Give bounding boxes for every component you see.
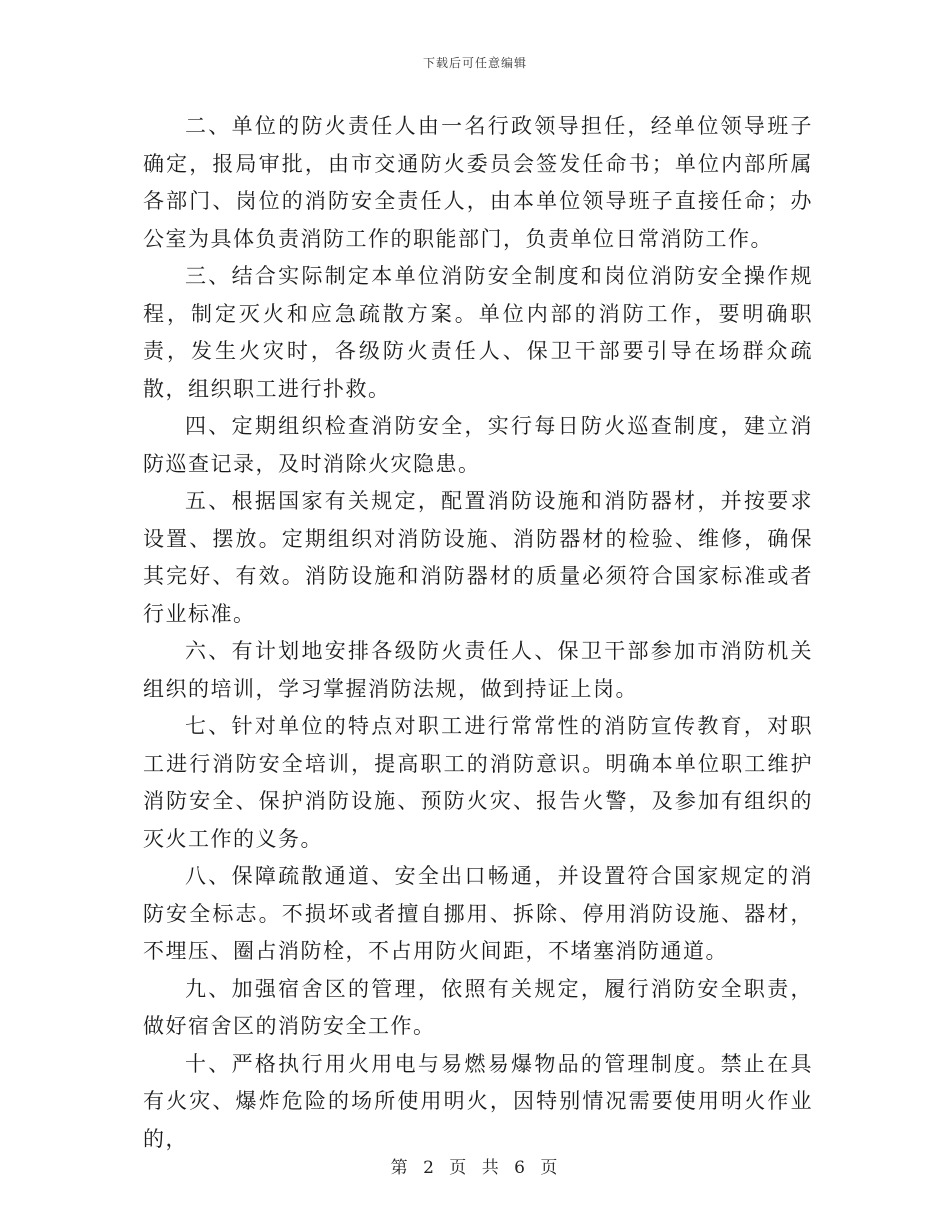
paragraph-4: 四、定期组织检查消防安全，实行每日防火巡查制度，建立消防巡查记录，及时消除火灾隐患。 (143, 414, 813, 476)
page-number-footer: 第 2 页 共 6 页 (390, 1158, 560, 1178)
paragraph-7: 七、针对单位的特点对职工进行常常性的消防宣传教育，对职工进行消防安全培训，提高职工的消防意识。明确本单位职工维护消防安全、保护消防设施、预防火灾、报告火警，及参加有组织的灭火工作的义务。 (143, 714, 813, 851)
paragraph-10: 十、严格执行用火用电与易燃易爆物品的管理制度。禁止在具有火灾、爆炸危险的场所使用明火，因特别情况需要使用明火作业的， (143, 1051, 813, 1151)
paragraph-5: 五、根据国家有关规定，配置消防设施和消防器材，并按要求设置、摆放。定期组织对消防设施、消防器材的检验、维修，确保其完好、有效。消防设施和消防器材的质量必须符合国家标准或者行业标准。 (143, 489, 813, 626)
paragraph-2: 二、单位的防火责任人由一名行政领导担任，经单位领导班子确定，报局审批，由市交通防火委员会签发任命书；单位内部所属各部门、岗位的消防安全责任人，由本单位领导班子直接任命；办公室为具体负责消防工作的职能部门，负责单位日常消防工作。 (143, 114, 813, 251)
page-header: 下载后可任意编辑 (422, 56, 527, 70)
document-body (143, 108, 813, 1158)
paragraph-6: 六、有计划地安排各级防火责任人、保卫干部参加市消防机关组织的培训，学习掌握消防法规，做到持证上岗。 (143, 639, 813, 701)
paragraph-3: 三、结合实际制定本单位消防安全制度和岗位消防安全操作规程，制定灭火和应急疏散方案。单位内部的消防工作，要明确职责，发生火灾时，各级防火责任人、保卫干部要引导在场群众疏散，组织职工进行扑救。 (143, 264, 813, 401)
paragraph-8: 八、保障疏散通道、安全出口畅通，并设置符合国家规定的消防安全标志。不损坏或者擅自挪用、拆除、停用消防设施、器材，不埋压、圈占消防栓，不占用防火间距，不堵塞消防通道。 (143, 864, 813, 963)
paragraph-9: 九、加强宿舍区的管理，依照有关规定，履行消防安全职责，做好宿舍区的消防安全工作。 (143, 976, 813, 1038)
